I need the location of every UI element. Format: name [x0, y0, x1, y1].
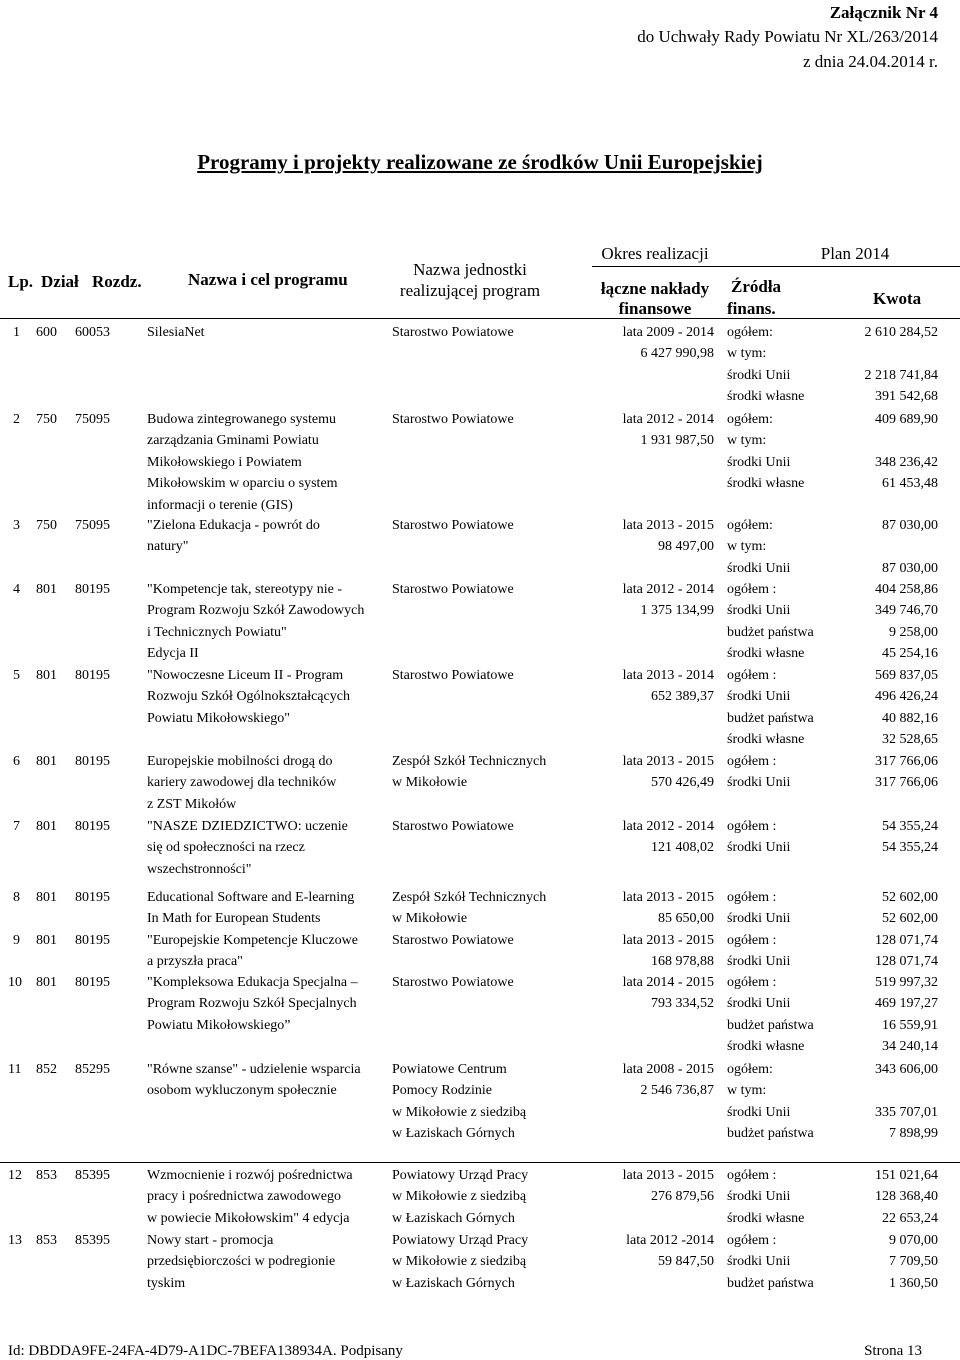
row-dzial: 750 — [36, 518, 57, 533]
unit-name-line: Powiatowe Centrum — [392, 1062, 507, 1077]
funding-amount: 128 368,40 — [875, 1189, 938, 1205]
unit-name-line: w Mikołowie z siedzibą — [392, 1104, 527, 1120]
realization-period: lata 2013 - 2015 — [622, 1168, 714, 1183]
funding-amount: 469 197,27 — [875, 996, 938, 1012]
funding-source: środki Unii — [727, 1254, 791, 1270]
unit-name-line: w Łaziskach Górnych — [392, 1275, 515, 1291]
funding-amount: 9 070,00 — [889, 1233, 938, 1248]
funding-amount: 317 766,06 — [875, 754, 938, 769]
unit-name-line: Starostwo Powiatowe — [392, 412, 514, 427]
program-name-line: a przyszła praca" — [147, 954, 243, 970]
row-lp: 5 — [13, 668, 20, 683]
unit-name-line: Starostwo Powiatowe — [392, 518, 514, 533]
program-name-line: "Równe szanse" - udzielenie wsparcia — [147, 1062, 361, 1077]
program-name-line: "Kompleksowa Edukacja Specjalna – — [147, 975, 358, 990]
row-rozdz: 85295 — [75, 1062, 110, 1077]
program-name-line: Powiatu Mikołowskiego” — [147, 1017, 291, 1033]
total-cost: 276 879,56 — [651, 1189, 714, 1205]
unit-name-line: w Mikołowie — [392, 911, 468, 927]
funding-amount: 61 453,48 — [882, 476, 938, 492]
funding-source: środki Unii — [727, 911, 791, 927]
funding-source: ogółem : — [727, 890, 777, 905]
program-name-line: "Nowoczesne Liceum II - Program — [147, 668, 344, 683]
unit-name-line: Zespół Szkół Technicznych — [392, 890, 547, 905]
row-rozdz: 80195 — [75, 582, 110, 597]
row-dzial: 750 — [36, 412, 57, 427]
funding-amount: 87 030,00 — [882, 518, 938, 533]
unit-name-line: w Mikołowie z siedzibą — [392, 1189, 527, 1205]
program-name-line: "Europejskie Kompetencje Kluczowe — [147, 933, 358, 948]
unit-name-line: Starostwo Powiatowe — [392, 325, 514, 340]
funding-amount: 9 258,00 — [889, 624, 938, 640]
row-lp: 8 — [13, 890, 20, 905]
row-rozdz: 80195 — [75, 819, 110, 834]
funding-source: ogółem: — [727, 1062, 773, 1077]
row-rozdz: 80195 — [75, 754, 110, 769]
funding-amount: 151 021,64 — [875, 1168, 938, 1183]
program-name-line: Edycja II — [147, 646, 199, 662]
col-header-naklady: łączne nakłady — [600, 279, 710, 298]
col-header-kwota: Kwota — [873, 289, 922, 308]
row-dzial: 801 — [36, 668, 57, 683]
program-name-line: osobom wykluczonym społecznie — [147, 1083, 337, 1099]
col-header-zrodla-2: finans. — [727, 299, 776, 318]
row-lp: 12 — [8, 1168, 22, 1183]
row-lp: 9 — [13, 933, 20, 948]
program-name-line: Wzmocnienie i rozwój pośrednictwa — [147, 1168, 353, 1183]
row-rozdz: 80195 — [75, 668, 110, 683]
funding-amount: 52 602,00 — [882, 911, 938, 927]
funding-source: budżet państwa — [727, 710, 814, 726]
funding-amount: 2 610 284,52 — [864, 325, 938, 340]
realization-period: lata 2012 - 2014 — [622, 582, 714, 597]
page-number: Strona 13 — [864, 1343, 922, 1359]
funding-source: ogółem : — [727, 754, 777, 769]
row-rozdz: 60053 — [75, 325, 110, 340]
program-name-line: "Zielona Edukacja - powrót do — [147, 518, 320, 533]
row-lp: 3 — [13, 518, 20, 533]
funding-source: ogółem : — [727, 933, 777, 948]
funding-amount: 7 709,50 — [889, 1254, 938, 1270]
total-cost: 793 334,52 — [651, 996, 714, 1012]
unit-name-line: Powiatowy Urząd Pracy — [392, 1233, 529, 1248]
program-name-line: Europejskie mobilności drogą do — [147, 754, 333, 769]
program-name-line: natury" — [147, 539, 189, 555]
unit-name-line: Starostwo Powiatowe — [392, 819, 514, 834]
program-name-line: Program Rozwoju Szkół Specjalnych — [147, 996, 357, 1012]
row-rozdz: 75095 — [75, 518, 110, 533]
funding-source: środki własne — [727, 732, 805, 748]
program-name-line: zarządzania Gminami Powiatu — [147, 433, 319, 449]
row-rozdz: 80195 — [75, 975, 110, 990]
funding-amount: 128 071,74 — [875, 954, 938, 970]
funding-source: w tym: — [727, 433, 767, 449]
funding-amount: 16 559,91 — [882, 1017, 938, 1033]
header-rule-bottom — [0, 318, 960, 319]
attachment-number: Załącznik Nr 4 — [829, 3, 938, 22]
unit-name-line: w Łaziskach Górnych — [392, 1210, 515, 1226]
funding-source: ogółem : — [727, 582, 777, 597]
funding-amount: 32 528,65 — [882, 732, 938, 748]
total-cost: 85 650,00 — [658, 911, 714, 927]
funding-amount: 409 689,90 — [875, 412, 938, 427]
program-name-line: Program Rozwoju Szkół Zawodowych — [147, 603, 365, 619]
row-dzial: 801 — [36, 582, 57, 597]
unit-name-line: w Mikołowie — [392, 775, 468, 791]
funding-source: środki własne — [727, 476, 805, 492]
resolution-reference: do Uchwały Rady Powiatu Nr XL/263/2014 — [637, 27, 938, 46]
col-header-nazwa: Nazwa i cel programu — [188, 270, 348, 289]
funding-source: ogółem : — [727, 668, 777, 683]
funding-source: środki Unii — [727, 954, 791, 970]
total-cost: 59 847,50 — [658, 1254, 714, 1270]
program-name-line: kariery zawodowej dla techników — [147, 775, 337, 791]
funding-source: budżet państwa — [727, 1126, 814, 1142]
unit-name-line: Pomocy Rodzinie — [392, 1083, 492, 1099]
realization-period: lata 2012 -2014 — [626, 1233, 714, 1248]
funding-amount: 519 997,32 — [875, 975, 938, 990]
total-cost: 1 931 987,50 — [640, 433, 714, 449]
row-dzial: 801 — [36, 819, 57, 834]
realization-period: lata 2009 - 2014 — [622, 325, 714, 340]
funding-source: w tym: — [727, 346, 767, 362]
row-rozdz: 80195 — [75, 890, 110, 905]
row-dzial: 600 — [36, 325, 57, 340]
funding-amount: 54 355,24 — [882, 819, 938, 834]
program-name-line: przedsiębiorczości w podregionie — [147, 1254, 336, 1270]
program-name-line: Rozwoju Szkół Ogólnokształcących — [147, 689, 350, 705]
page-title: Programy i projekty realizowane ze środków Unii Europejskiej — [197, 150, 763, 174]
program-name-line: się od społeczności na rzecz — [147, 840, 305, 856]
realization-period: lata 2014 - 2015 — [622, 975, 714, 990]
funding-amount: 54 355,24 — [882, 840, 938, 856]
row-dzial: 801 — [36, 890, 57, 905]
col-header-jednostka-2: realizującej program — [399, 281, 541, 300]
col-header-okres: Okres realizacji — [601, 244, 709, 263]
funding-amount: 335 707,01 — [875, 1104, 938, 1120]
funding-source: środki Unii — [727, 367, 791, 383]
funding-source: ogółem : — [727, 1233, 777, 1248]
unit-name-line: w Mikołowie z siedzibą — [392, 1254, 527, 1270]
funding-amount: 343 606,00 — [875, 1062, 938, 1077]
row-lp: 7 — [13, 819, 20, 834]
funding-amount: 496 426,24 — [875, 689, 938, 705]
funding-source: ogółem : — [727, 1168, 777, 1183]
document-id: Id: DBDDA9FE-24FA-4D79-A1DC-7BEFA138934A. Podpisany — [8, 1343, 403, 1359]
funding-amount: 317 766,06 — [875, 775, 938, 791]
funding-source: środki Unii — [727, 996, 791, 1012]
funding-amount: 40 882,16 — [882, 710, 938, 726]
program-name-line: "NASZE DZIEDZICTWO: uczenie — [147, 819, 348, 834]
funding-amount: 2 218 741,84 — [864, 367, 938, 383]
funding-source: ogółem: — [727, 412, 773, 427]
program-name-line: z ZST Mikołów — [147, 796, 237, 812]
funding-source: ogółem: — [727, 518, 773, 533]
row-dzial: 801 — [36, 933, 57, 948]
realization-period: lata 2013 - 2014 — [622, 668, 714, 683]
funding-source: budżet państwa — [727, 624, 814, 640]
col-header-rozdz: Rozdz. — [92, 272, 142, 291]
realization-period: lata 2008 - 2015 — [622, 1062, 714, 1077]
realization-period: lata 2013 - 2015 — [622, 933, 714, 948]
total-cost: 2 546 736,87 — [640, 1083, 714, 1099]
funding-amount: 87 030,00 — [882, 560, 938, 576]
funding-amount: 52 602,00 — [882, 890, 938, 905]
funding-source: w tym: — [727, 1083, 767, 1099]
funding-amount: 569 837,05 — [875, 668, 938, 683]
total-cost: 121 408,02 — [651, 840, 714, 856]
unit-name-line: Zespół Szkół Technicznych — [392, 754, 547, 769]
program-name-line: wszechstronności" — [147, 861, 252, 877]
program-name-line: Mikołowskiego i Powiatem — [147, 454, 302, 470]
unit-name-line: w Łaziskach Górnych — [392, 1126, 515, 1142]
funding-source: środki Unii — [727, 840, 791, 856]
funding-source: środki własne — [727, 389, 805, 405]
funding-source: środki własne — [727, 1210, 805, 1226]
funding-amount: 391 542,68 — [875, 389, 938, 405]
program-name-line: w powiecie Mikołowskim" 4 edycja — [147, 1210, 350, 1226]
realization-period: lata 2013 - 2015 — [622, 518, 714, 533]
realization-period: lata 2012 - 2014 — [622, 412, 714, 427]
funding-source: środki Unii — [727, 560, 791, 576]
col-header-naklady-2: finansowe — [618, 299, 692, 318]
row-lp: 13 — [8, 1233, 22, 1248]
program-name-line: informacji o terenie (GIS) — [147, 497, 293, 513]
funding-amount: 22 653,24 — [882, 1210, 938, 1226]
col-header-zrodla: Źródła — [731, 277, 782, 296]
col-header-plan: Plan 2014 — [820, 244, 890, 263]
funding-source: budżet państwa — [727, 1017, 814, 1033]
row-dzial: 853 — [36, 1233, 57, 1248]
funding-amount: 7 898,99 — [889, 1126, 938, 1142]
unit-name-line: Starostwo Powiatowe — [392, 582, 514, 597]
total-cost: 570 426,49 — [651, 775, 714, 791]
row-rozdz: 85395 — [75, 1233, 110, 1248]
program-name-line: SilesiaNet — [147, 325, 205, 340]
funding-source: budżet państwa — [727, 1275, 814, 1291]
funding-source: środki własne — [727, 646, 805, 662]
resolution-date: z dnia 24.04.2014 r. — [802, 52, 938, 71]
section-rule — [0, 1162, 960, 1163]
total-cost: 168 978,88 — [651, 954, 714, 970]
row-rozdz: 85395 — [75, 1168, 110, 1183]
funding-amount: 404 258,86 — [875, 582, 938, 597]
row-dzial: 801 — [36, 975, 57, 990]
funding-source: środki Unii — [727, 454, 791, 470]
funding-source: środki Unii — [727, 775, 791, 791]
row-lp: 10 — [8, 975, 22, 990]
funding-amount: 128 071,74 — [875, 933, 938, 948]
header-rule-top — [592, 266, 960, 267]
funding-amount: 1 360,50 — [889, 1275, 938, 1291]
unit-name-line: Starostwo Powiatowe — [392, 975, 514, 990]
funding-source: ogółem : — [727, 819, 777, 834]
program-name-line: tyskim — [147, 1275, 186, 1291]
funding-amount: 45 254,16 — [882, 646, 938, 662]
program-name-line: Educational Software and E-learning — [147, 890, 355, 905]
program-name-line: "Kompetencje tak, stereotypy nie - — [147, 582, 343, 597]
total-cost: 98 497,00 — [658, 539, 714, 555]
funding-source: ogółem : — [727, 975, 777, 990]
funding-amount: 349 746,70 — [875, 603, 938, 619]
col-header-jednostka: Nazwa jednostki — [413, 260, 527, 279]
funding-source: środki Unii — [727, 1104, 791, 1120]
program-name-line: pracy i pośrednictwa zawodowego — [147, 1189, 341, 1205]
row-lp: 11 — [8, 1062, 22, 1077]
row-lp: 1 — [13, 325, 20, 340]
realization-period: lata 2012 - 2014 — [622, 819, 714, 834]
program-name-line: Budowa zintegrowanego systemu — [147, 412, 336, 427]
unit-name-line: Powiatowy Urząd Pracy — [392, 1168, 529, 1183]
funding-source: w tym: — [727, 539, 767, 555]
unit-name-line: Starostwo Powiatowe — [392, 668, 514, 683]
col-header-lp: Lp. — [8, 272, 34, 291]
total-cost: 1 375 134,99 — [640, 603, 714, 619]
program-name-line: In Math for European Students — [147, 911, 321, 927]
row-lp: 4 — [13, 582, 20, 597]
row-lp: 6 — [13, 754, 20, 769]
program-name-line: Nowy start - promocja — [147, 1233, 274, 1248]
funding-amount: 348 236,42 — [875, 454, 938, 470]
realization-period: lata 2013 - 2015 — [622, 754, 714, 769]
total-cost: 6 427 990,98 — [640, 346, 714, 362]
funding-source: środki Unii — [727, 689, 791, 705]
funding-source: ogółem: — [727, 325, 773, 340]
row-dzial: 801 — [36, 754, 57, 769]
program-name-line: Mikołowskim w oparciu o system — [147, 476, 338, 492]
realization-period: lata 2013 - 2015 — [622, 890, 714, 905]
total-cost: 652 389,37 — [651, 689, 714, 705]
program-name-line: Powiatu Mikołowskiego" — [147, 710, 290, 726]
row-rozdz: 75095 — [75, 412, 110, 427]
funding-source: środki Unii — [727, 1189, 791, 1205]
row-rozdz: 80195 — [75, 933, 110, 948]
row-dzial: 853 — [36, 1168, 57, 1183]
funding-amount: 34 240,14 — [882, 1039, 938, 1055]
program-name-line: i Technicznych Powiatu" — [147, 624, 287, 640]
row-lp: 2 — [13, 412, 20, 427]
col-header-dzial: Dział — [41, 272, 79, 291]
row-dzial: 852 — [36, 1062, 57, 1077]
unit-name-line: Starostwo Powiatowe — [392, 933, 514, 948]
funding-source: środki Unii — [727, 603, 791, 619]
funding-source: środki własne — [727, 1039, 805, 1055]
